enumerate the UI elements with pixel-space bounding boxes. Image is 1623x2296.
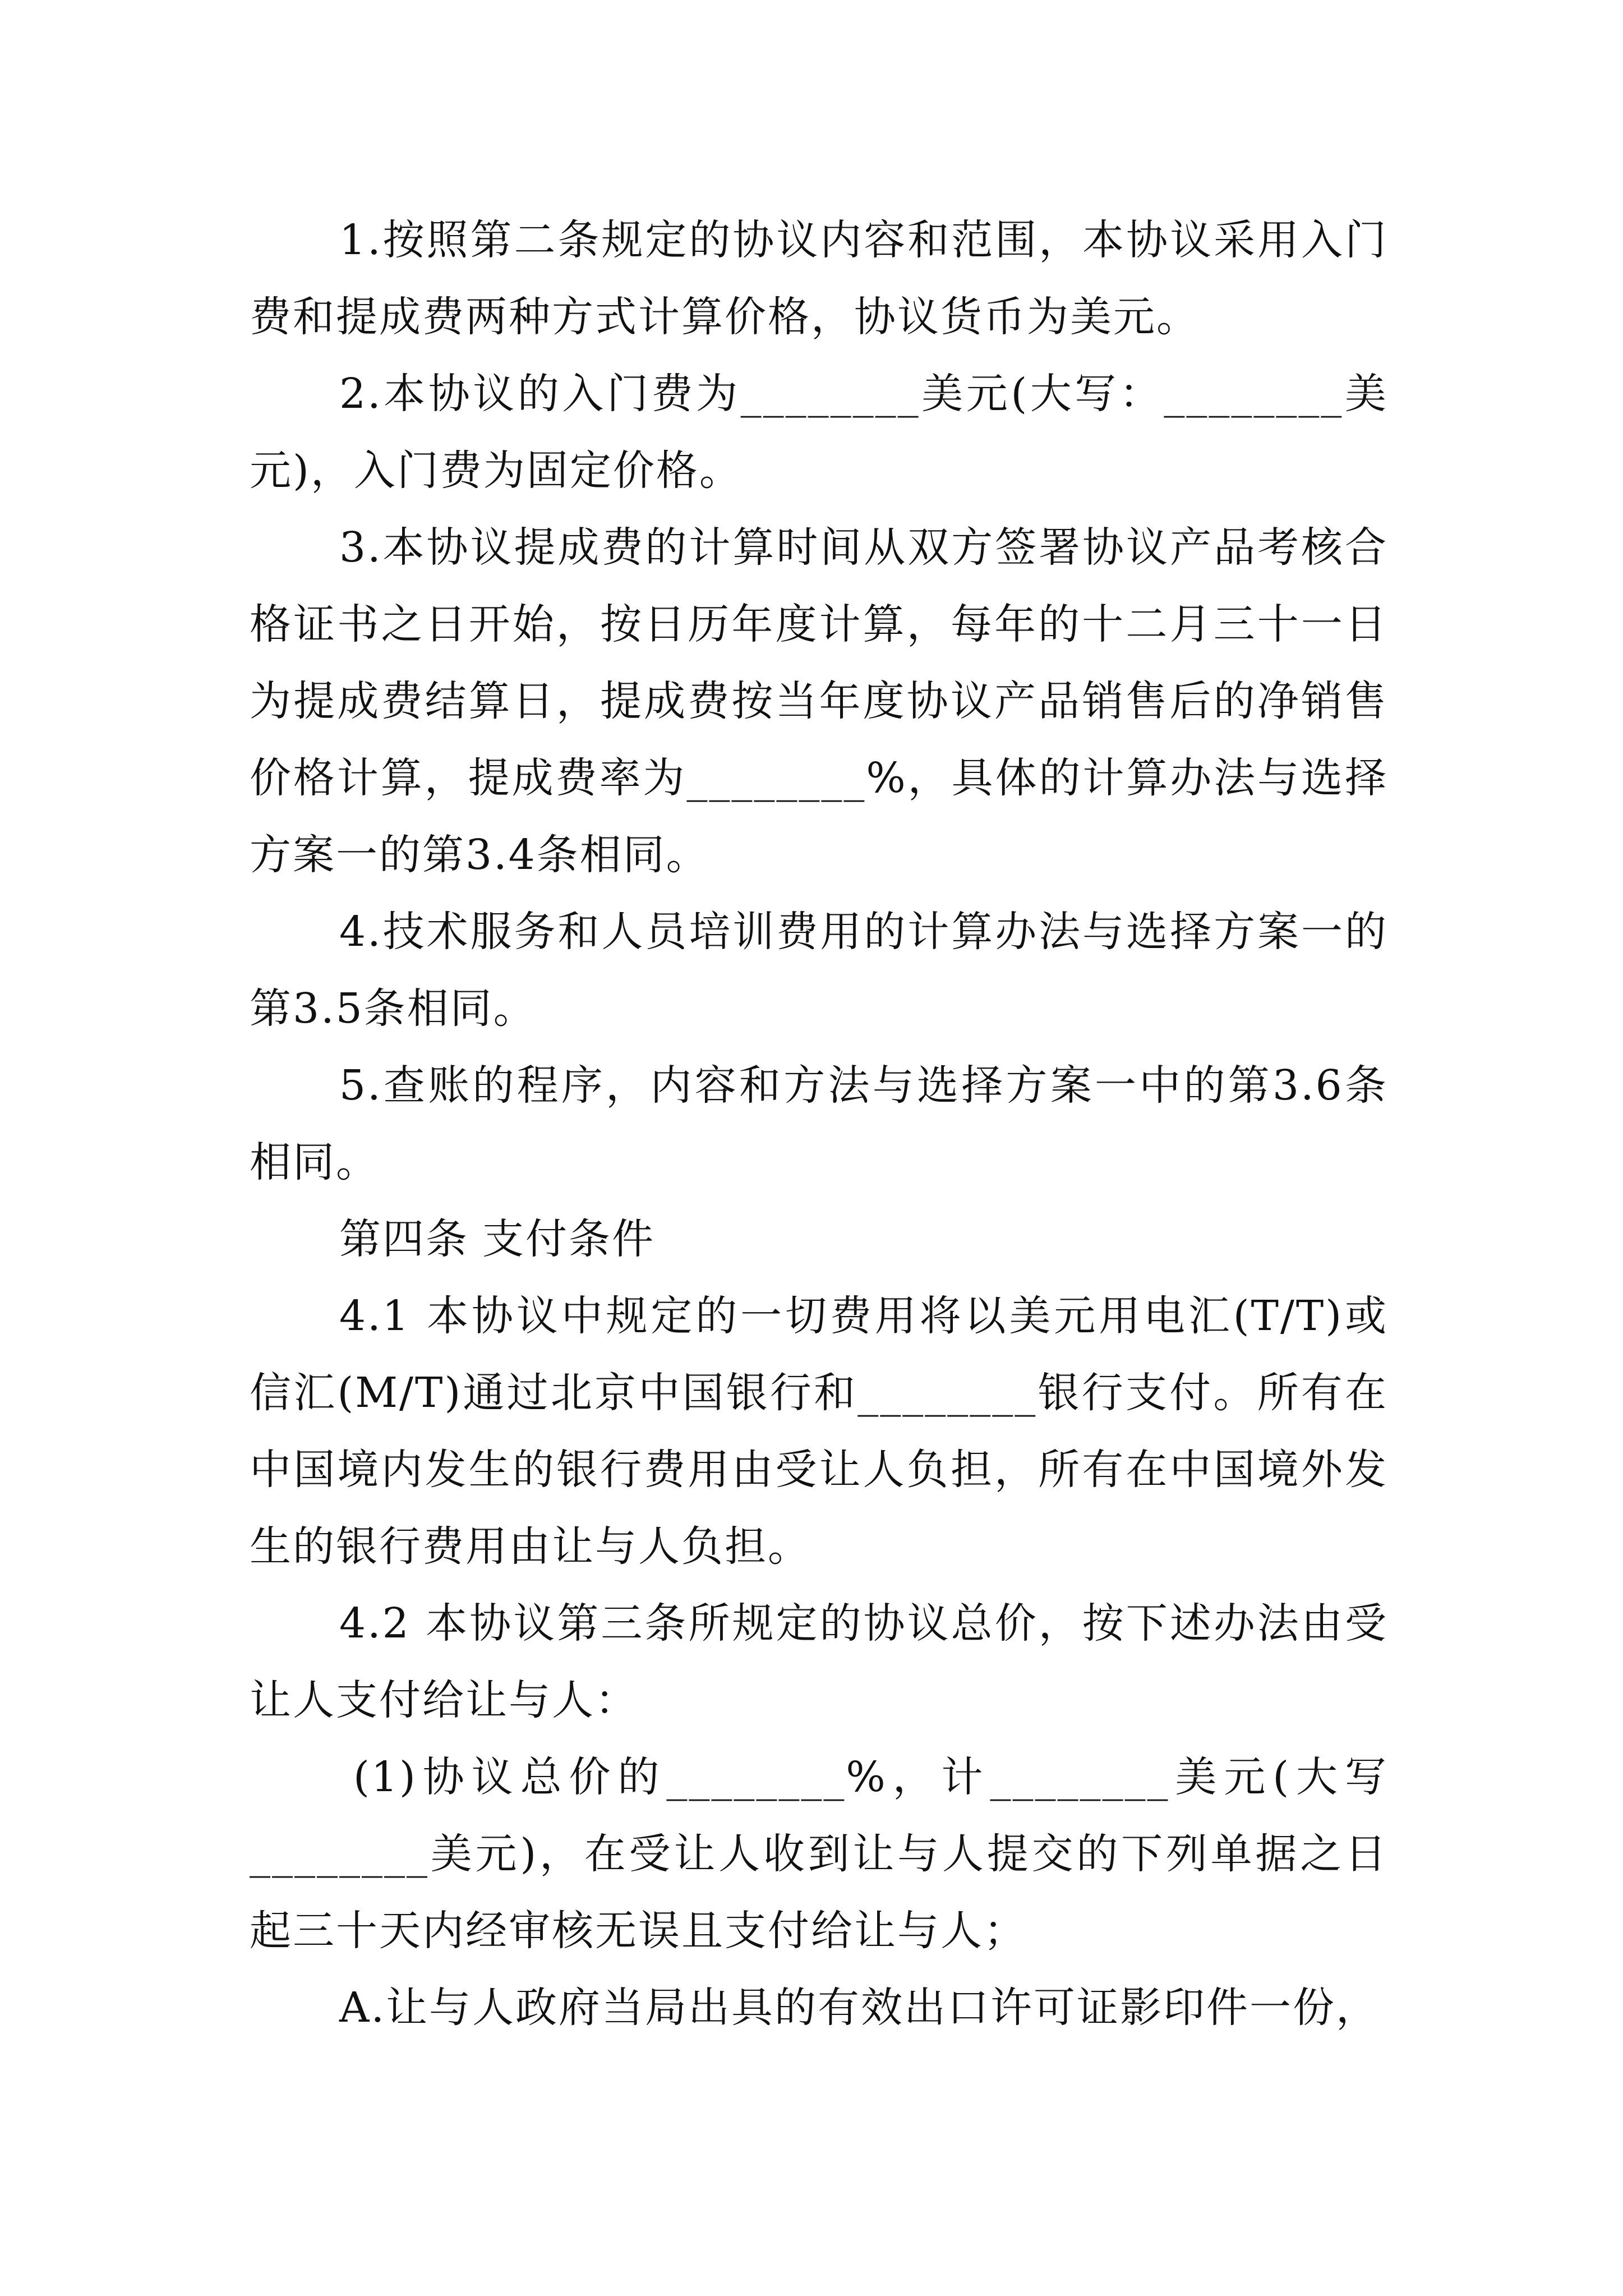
paragraph-pricing-method: 1.按照第二条规定的协议内容和范围，本协议采用入门费和提成费两种方式计算价格，协议货币为美元。 — [250, 216, 1388, 341]
clause-4-2-item-a: A.让与人政府当局出具的有效出口许可证影印件一份， — [339, 1984, 1379, 2032]
article-heading — [250, 1201, 1388, 1278]
paragraph-entry-fee: 2.本协议的入门费为________美元(大写：________美元)，入门费为固定价格。 — [250, 370, 1388, 495]
paragraph-royalty: 3.本协议提成费的计算时间从双方签署协议产品考核合格证书之日开始，按日历年度计算，每年的十二月三十一日为提成费结算日，提成费按当年度协议产品销售后的净销售价格计算，提成费率为________%，具体的计算办法与选择方案一的第3.4条相同。 — [250, 523, 1388, 879]
paragraph-service-fee: 4.技术服务和人员培训费用的计算办法与选择方案一的第3.5条相同。 — [250, 908, 1388, 1033]
clause-4-2: 4.2 本协议第三条所规定的协议总价，按下述办法由受让人支付给让与人： — [250, 1599, 1388, 1724]
clause-4-1: 4.1 本协议中规定的一切费用将以美元用电汇(T/T)或信汇(M/T)通过北京中国银行和________银行支付。所有在中国境内发生的银行费用由受让人负担，所有在中国境外发生的银行费用由让与人负担。 — [250, 1292, 1388, 1571]
article-number: 第四条 — [339, 1215, 469, 1263]
article-title: 支付条件 — [482, 1215, 655, 1263]
document-body — [250, 202, 1388, 2046]
paragraph-audit: 5.查账的程序，内容和方法与选择方案一中的第3.6条相同。 — [250, 1061, 1388, 1186]
clause-4-2-item-1: (1)协议总价的________%，计________美元(大写________美元)，在受让人收到让与人提交的下列单据之日起三十天内经审核无误且支付给让与人； — [250, 1753, 1388, 1955]
